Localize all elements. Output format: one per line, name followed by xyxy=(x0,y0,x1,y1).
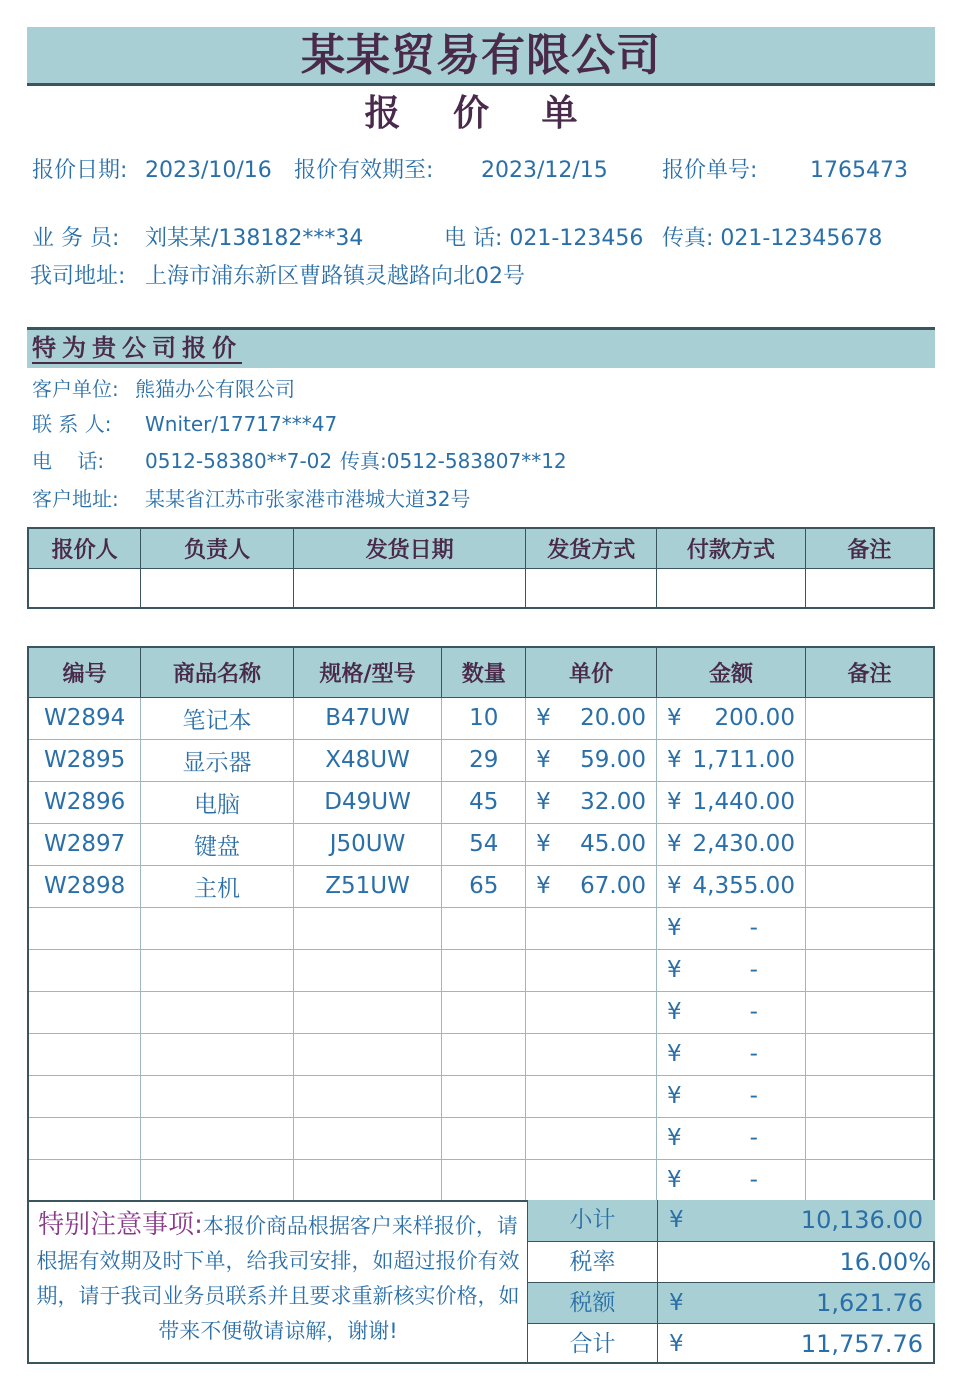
cell-product-name xyxy=(141,1075,293,1117)
table-row xyxy=(28,1117,934,1159)
customer-tel-label: 电 话: xyxy=(32,449,105,473)
title-divider xyxy=(27,83,935,86)
cell-amount xyxy=(657,949,806,991)
amount-value: - xyxy=(749,999,758,1025)
customer-fax: 传真:0512-583807**12 xyxy=(340,449,567,473)
cell-model xyxy=(293,1117,442,1159)
tax-amount-value: 1,621.76 xyxy=(816,1289,923,1317)
cell-model xyxy=(293,1033,442,1075)
cell-unit-price xyxy=(526,991,657,1033)
customer-contact: Wniter/17717***47 xyxy=(145,412,338,436)
delivery-table xyxy=(27,527,935,609)
special-note-lead: 特别注意事项: xyxy=(38,1210,203,1240)
items-table xyxy=(27,646,935,1202)
cell-quantity xyxy=(442,1075,526,1117)
currency-symbol: ¥ xyxy=(667,915,682,941)
cell-product-name xyxy=(141,991,293,1033)
cell-item-remark xyxy=(805,991,934,1033)
delivery-row xyxy=(28,568,934,608)
currency-symbol: ¥ xyxy=(667,747,682,773)
table-row xyxy=(28,1159,934,1201)
cell-amount xyxy=(657,991,806,1033)
document-title: 报 价 单 xyxy=(364,93,598,134)
cell-product-name: 键盘 xyxy=(141,823,293,865)
cell-item-remark xyxy=(805,949,934,991)
tax-rate-row xyxy=(527,1241,935,1282)
cell-item-remark xyxy=(805,697,934,739)
cell-id: W2895 xyxy=(28,739,141,781)
tax-amount-currency: ¥ xyxy=(669,1290,684,1316)
cell-item-remark xyxy=(805,1075,934,1117)
company-address: 上海市浦东新区曹路镇灵越路向北02号 xyxy=(145,264,525,289)
cell-amount xyxy=(657,1075,806,1117)
cell-product-name: 显示器 xyxy=(141,739,293,781)
cell-item-remark xyxy=(805,739,934,781)
cell-product-name xyxy=(141,1159,293,1201)
cell-id xyxy=(28,1159,141,1201)
cell-id xyxy=(28,1075,141,1117)
valid-until-label: 报价有效期至: xyxy=(294,158,434,183)
amount-value: 1,440.00 xyxy=(692,789,795,815)
amount-value: 4,355.00 xyxy=(692,873,795,899)
cell-product-name: 电脑 xyxy=(141,781,293,823)
currency-symbol: ¥ xyxy=(536,873,551,899)
amount-value: - xyxy=(749,1166,758,1193)
company-phone: 电 话: 021-123456 xyxy=(444,226,644,251)
cell-item-remark xyxy=(805,865,934,907)
cell-unit-price xyxy=(526,865,657,907)
tax-amount-row xyxy=(527,1282,935,1323)
company-address-label: 我司地址: xyxy=(30,264,126,289)
currency-symbol: ¥ xyxy=(667,789,682,815)
cell-unit-price xyxy=(526,1033,657,1075)
cell-product-name xyxy=(141,1117,293,1159)
cell-unit-price xyxy=(526,739,657,781)
cell-product-name: 笔记本 xyxy=(141,697,293,739)
cell-amount xyxy=(657,1033,806,1075)
currency-symbol: ¥ xyxy=(536,831,551,857)
header-ship-method: 发货方式 xyxy=(526,528,657,568)
cell-item-remark xyxy=(805,781,934,823)
header-unit-price: 单价 xyxy=(526,647,657,697)
cell-amount xyxy=(657,697,806,739)
currency-symbol: ¥ xyxy=(667,999,682,1025)
amount-value: 2,430.00 xyxy=(692,831,795,857)
currency-symbol: ¥ xyxy=(667,1083,682,1109)
cell-item-remark xyxy=(805,907,934,949)
valid-until: 2023/12/15 xyxy=(481,158,608,183)
cell-id: W2897 xyxy=(28,823,141,865)
header-payment-method: 付款方式 xyxy=(657,528,806,568)
cell-amount xyxy=(657,823,806,865)
subtotal-value: 10,136.00 xyxy=(800,1206,923,1234)
cell-model: J50UW xyxy=(293,823,442,865)
cell-model xyxy=(293,907,442,949)
currency-symbol: ¥ xyxy=(667,1125,682,1151)
cell-product-name xyxy=(141,949,293,991)
tax-amount-label: 税额 xyxy=(527,1283,658,1323)
amount-value: - xyxy=(749,1041,758,1067)
cell-quantity xyxy=(442,1117,526,1159)
cell-quantity xyxy=(442,949,526,991)
currency-symbol: ¥ xyxy=(667,1166,682,1193)
cell-quantity xyxy=(442,1033,526,1075)
cell-quantity xyxy=(442,991,526,1033)
currency-symbol: ¥ xyxy=(536,789,551,815)
tax-rate-value: 16.00% xyxy=(839,1248,931,1276)
cell-owner[interactable] xyxy=(141,568,294,608)
cell-amount xyxy=(657,907,806,949)
quote-date-label: 报价日期: xyxy=(32,158,128,183)
currency-symbol: ¥ xyxy=(667,957,682,983)
total-currency: ¥ xyxy=(669,1331,684,1357)
cell-id xyxy=(28,1117,141,1159)
amount-value: 1,711.00 xyxy=(692,747,795,773)
cell-id xyxy=(28,1033,141,1075)
header-remark: 备注 xyxy=(805,528,934,568)
header-owner: 负责人 xyxy=(141,528,294,568)
header-product-name: 商品名称 xyxy=(141,647,293,697)
header-model: 规格/型号 xyxy=(293,647,442,697)
cell-ship-date[interactable] xyxy=(293,568,525,608)
quote-no-label: 报价单号: xyxy=(662,158,758,183)
cell-payment-method[interactable] xyxy=(657,568,806,608)
subtotal-row xyxy=(527,1200,935,1241)
subtotal-currency: ¥ xyxy=(669,1207,684,1233)
special-note xyxy=(34,1208,522,1349)
cell-id xyxy=(28,991,141,1033)
cell-unit-price xyxy=(526,1159,657,1201)
cell-unit-price xyxy=(526,823,657,865)
cell-id: W2898 xyxy=(28,865,141,907)
cell-ship-method[interactable] xyxy=(526,568,657,608)
customer-address: 某某省江苏市张家港市港城大道32号 xyxy=(145,487,471,511)
unit-price-value: 45.00 xyxy=(580,831,647,857)
amount-value: - xyxy=(749,915,758,941)
cell-id xyxy=(28,907,141,949)
customer-unit-label: 客户单位: xyxy=(32,377,119,401)
quote-no: 1765473 xyxy=(810,158,908,183)
header-id: 编号 xyxy=(28,647,141,697)
header-quantity: 数量 xyxy=(442,647,526,697)
cell-amount xyxy=(657,865,806,907)
cell-model xyxy=(293,1075,442,1117)
table-row xyxy=(28,823,934,865)
currency-symbol: ¥ xyxy=(536,747,551,773)
company-name: 某某贸易有限公司 xyxy=(27,27,935,83)
header-quoter: 报价人 xyxy=(28,528,141,568)
cell-item-remark xyxy=(805,1159,934,1201)
cell-quantity: 29 xyxy=(442,739,526,781)
cell-quantity: 45 xyxy=(442,781,526,823)
cell-amount xyxy=(657,739,806,781)
table-row xyxy=(28,739,934,781)
header-item-remark: 备注 xyxy=(805,647,934,697)
salesperson-label: 业 务 员: xyxy=(32,226,120,251)
cell-model: D49UW xyxy=(293,781,442,823)
table-row xyxy=(28,697,934,739)
cell-quoter[interactable] xyxy=(28,568,141,608)
cell-unit-price xyxy=(526,1075,657,1117)
cell-model xyxy=(293,991,442,1033)
customer-section-title: 特为贵公司报价 xyxy=(32,334,242,362)
unit-price-value: 32.00 xyxy=(580,789,647,815)
cell-model: Z51UW xyxy=(293,865,442,907)
table-row xyxy=(28,1075,934,1117)
amount-value: 200.00 xyxy=(714,705,795,731)
currency-symbol: ¥ xyxy=(667,705,682,731)
cell-quantity: 54 xyxy=(442,823,526,865)
total-value: 11,757.76 xyxy=(800,1330,923,1358)
table-row xyxy=(28,1033,934,1075)
total-row xyxy=(527,1323,935,1362)
cell-amount xyxy=(657,1159,806,1201)
unit-price-value: 59.00 xyxy=(580,747,647,773)
table-row xyxy=(28,907,934,949)
subtotal-label: 小计 xyxy=(527,1200,658,1241)
cell-product-name xyxy=(141,907,293,949)
amount-value: - xyxy=(749,957,758,983)
cell-unit-price xyxy=(526,781,657,823)
cell-unit-price xyxy=(526,697,657,739)
cell-quantity: 10 xyxy=(442,697,526,739)
currency-symbol: ¥ xyxy=(536,705,551,731)
cell-item-remark xyxy=(805,823,934,865)
header-amount: 金额 xyxy=(657,647,806,697)
unit-price-value: 20.00 xyxy=(580,705,647,731)
customer-contact-label: 联 系 人: xyxy=(32,412,112,436)
cell-id xyxy=(28,949,141,991)
tax-rate-label: 税率 xyxy=(527,1242,658,1282)
table-row xyxy=(28,949,934,991)
currency-symbol: ¥ xyxy=(667,1041,682,1067)
company-fax: 传真: 021-12345678 xyxy=(662,226,883,251)
cell-quantity xyxy=(442,1159,526,1201)
total-label: 合计 xyxy=(527,1324,658,1362)
cell-id: W2896 xyxy=(28,781,141,823)
unit-price-value: 67.00 xyxy=(580,873,647,899)
cell-product-name xyxy=(141,1033,293,1075)
customer-unit: 熊猫办公有限公司 xyxy=(135,377,295,401)
table-row xyxy=(28,991,934,1033)
cell-product-name: 主机 xyxy=(141,865,293,907)
cell-unit-price xyxy=(526,907,657,949)
cell-unit-price xyxy=(526,949,657,991)
salesperson: 刘某某/138182***34 xyxy=(145,226,364,251)
cell-model: X48UW xyxy=(293,739,442,781)
customer-address-label: 客户地址: xyxy=(32,487,119,511)
table-row xyxy=(28,865,934,907)
table-row xyxy=(28,781,934,823)
special-note-text: 本报价商品根据客户来样报价，请根据有效期及时下单，给我司安排，如超过报价有效期，请于我司业务员联系并且要求重新核实价格，如带来不便敬请谅解，谢谢! xyxy=(36,1214,520,1343)
cell-unit-price xyxy=(526,1117,657,1159)
cell-id: W2894 xyxy=(28,697,141,739)
cell-amount xyxy=(657,1117,806,1159)
header-ship-date: 发货日期 xyxy=(293,528,525,568)
amount-value: - xyxy=(749,1125,758,1151)
amount-value: - xyxy=(749,1083,758,1109)
cell-amount xyxy=(657,781,806,823)
cell-item-remark xyxy=(805,1033,934,1075)
cell-item-remark xyxy=(805,1117,934,1159)
cell-quantity: 65 xyxy=(442,865,526,907)
currency-symbol: ¥ xyxy=(667,831,682,857)
cell-model xyxy=(293,1159,442,1201)
customer-tel: 0512-58380**7-02 xyxy=(145,449,333,473)
currency-symbol: ¥ xyxy=(667,873,682,899)
cell-model xyxy=(293,949,442,991)
cell-remark[interactable] xyxy=(805,568,934,608)
quote-date: 2023/10/16 xyxy=(145,158,272,183)
cell-quantity xyxy=(442,907,526,949)
cell-model: B47UW xyxy=(293,697,442,739)
